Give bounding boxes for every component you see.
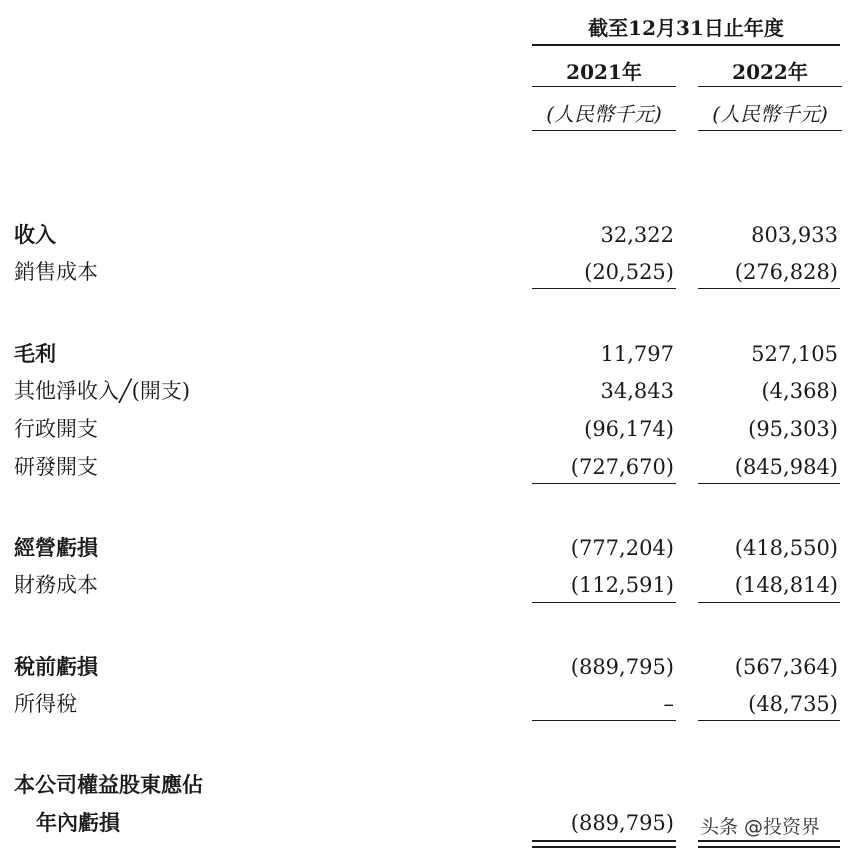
subtotal-rule-2022 [698, 720, 840, 721]
unit-label-2021: (人民幣千元) [546, 102, 662, 126]
admin-expenses-2021: (96,174) [584, 417, 674, 441]
cost-of-sales-2021: (20,525) [584, 260, 674, 284]
row-label-revenue: 收入 [14, 222, 56, 247]
subtotal-rule-2022 [698, 483, 840, 484]
gross-profit-2021: 11,797 [600, 342, 674, 366]
other-net-income-2021: 34,843 [600, 379, 674, 403]
row-label-rd-expenses: 研發開支 [14, 455, 98, 479]
subtotal-rule-2021 [532, 602, 676, 603]
row-label-cost-of-sales: 銷售成本 [14, 260, 98, 284]
finance-costs-2021: (112,591) [570, 573, 674, 597]
admin-expenses-2022: (95,303) [748, 417, 838, 441]
subtotal-rule-2022 [698, 288, 840, 289]
period-header: 截至12月31日止年度 [588, 16, 784, 40]
finance-costs-2022: (148,814) [734, 573, 838, 597]
loss-before-tax-2022: (567,364) [734, 655, 838, 679]
subtotal-rule-2021 [532, 288, 676, 289]
unit-label-2022: (人民幣千元) [712, 102, 828, 126]
other-net-income-2022: (4,368) [761, 379, 838, 403]
income-tax-2021: – [663, 692, 674, 716]
operating-loss-2022: (418,550) [734, 536, 838, 560]
income-tax-2022: (48,735) [748, 692, 838, 716]
period-underline [532, 44, 840, 46]
loss-for-year-2021: (889,795) [570, 811, 674, 835]
row-label-operating-loss: 經營虧損 [14, 535, 98, 560]
cost-of-sales-2022: (276,828) [734, 260, 838, 284]
revenue-2022: 803,933 [751, 223, 838, 247]
gross-profit-2022: 527,105 [751, 342, 838, 366]
row-label-gross-profit: 毛利 [14, 341, 56, 366]
column-header-2021: 2021年 [566, 60, 642, 84]
row-label-admin-expenses: 行政開支 [14, 417, 98, 441]
row-label-finance-costs: 財務成本 [14, 573, 98, 597]
watermark: 头条 @投资界 [700, 816, 821, 838]
row-label-income-tax: 所得稅 [14, 692, 77, 716]
total-double-rule-2022-bottom [698, 846, 840, 848]
column-header-2022: 2022年 [732, 60, 808, 84]
rd-expenses-2022: (845,984) [734, 455, 838, 479]
row-label-attributable-to-shareholders: 本公司權益股東應佔 [14, 772, 203, 797]
column-header-2022-underline [698, 86, 842, 87]
loss-before-tax-2021: (889,795) [570, 655, 674, 679]
subtotal-rule-2021 [532, 720, 676, 721]
column-header-2021-underline [532, 86, 676, 87]
rd-expenses-2021: (727,670) [570, 455, 674, 479]
revenue-2021: 32,322 [600, 223, 674, 247]
row-label-other-net-income: 其他淨收入╱(開支) [14, 379, 191, 403]
unit-2021-underline [532, 130, 676, 131]
operating-loss-2021: (777,204) [570, 536, 674, 560]
total-double-rule-2021-bottom [532, 846, 676, 848]
subtotal-rule-2021 [532, 483, 676, 484]
total-double-rule-2021-top [532, 840, 676, 842]
row-label-loss-for-year: 年內虧損 [36, 810, 120, 835]
unit-2022-underline [698, 130, 842, 131]
subtotal-rule-2022 [698, 602, 840, 603]
row-label-loss-before-tax: 稅前虧損 [14, 654, 98, 679]
